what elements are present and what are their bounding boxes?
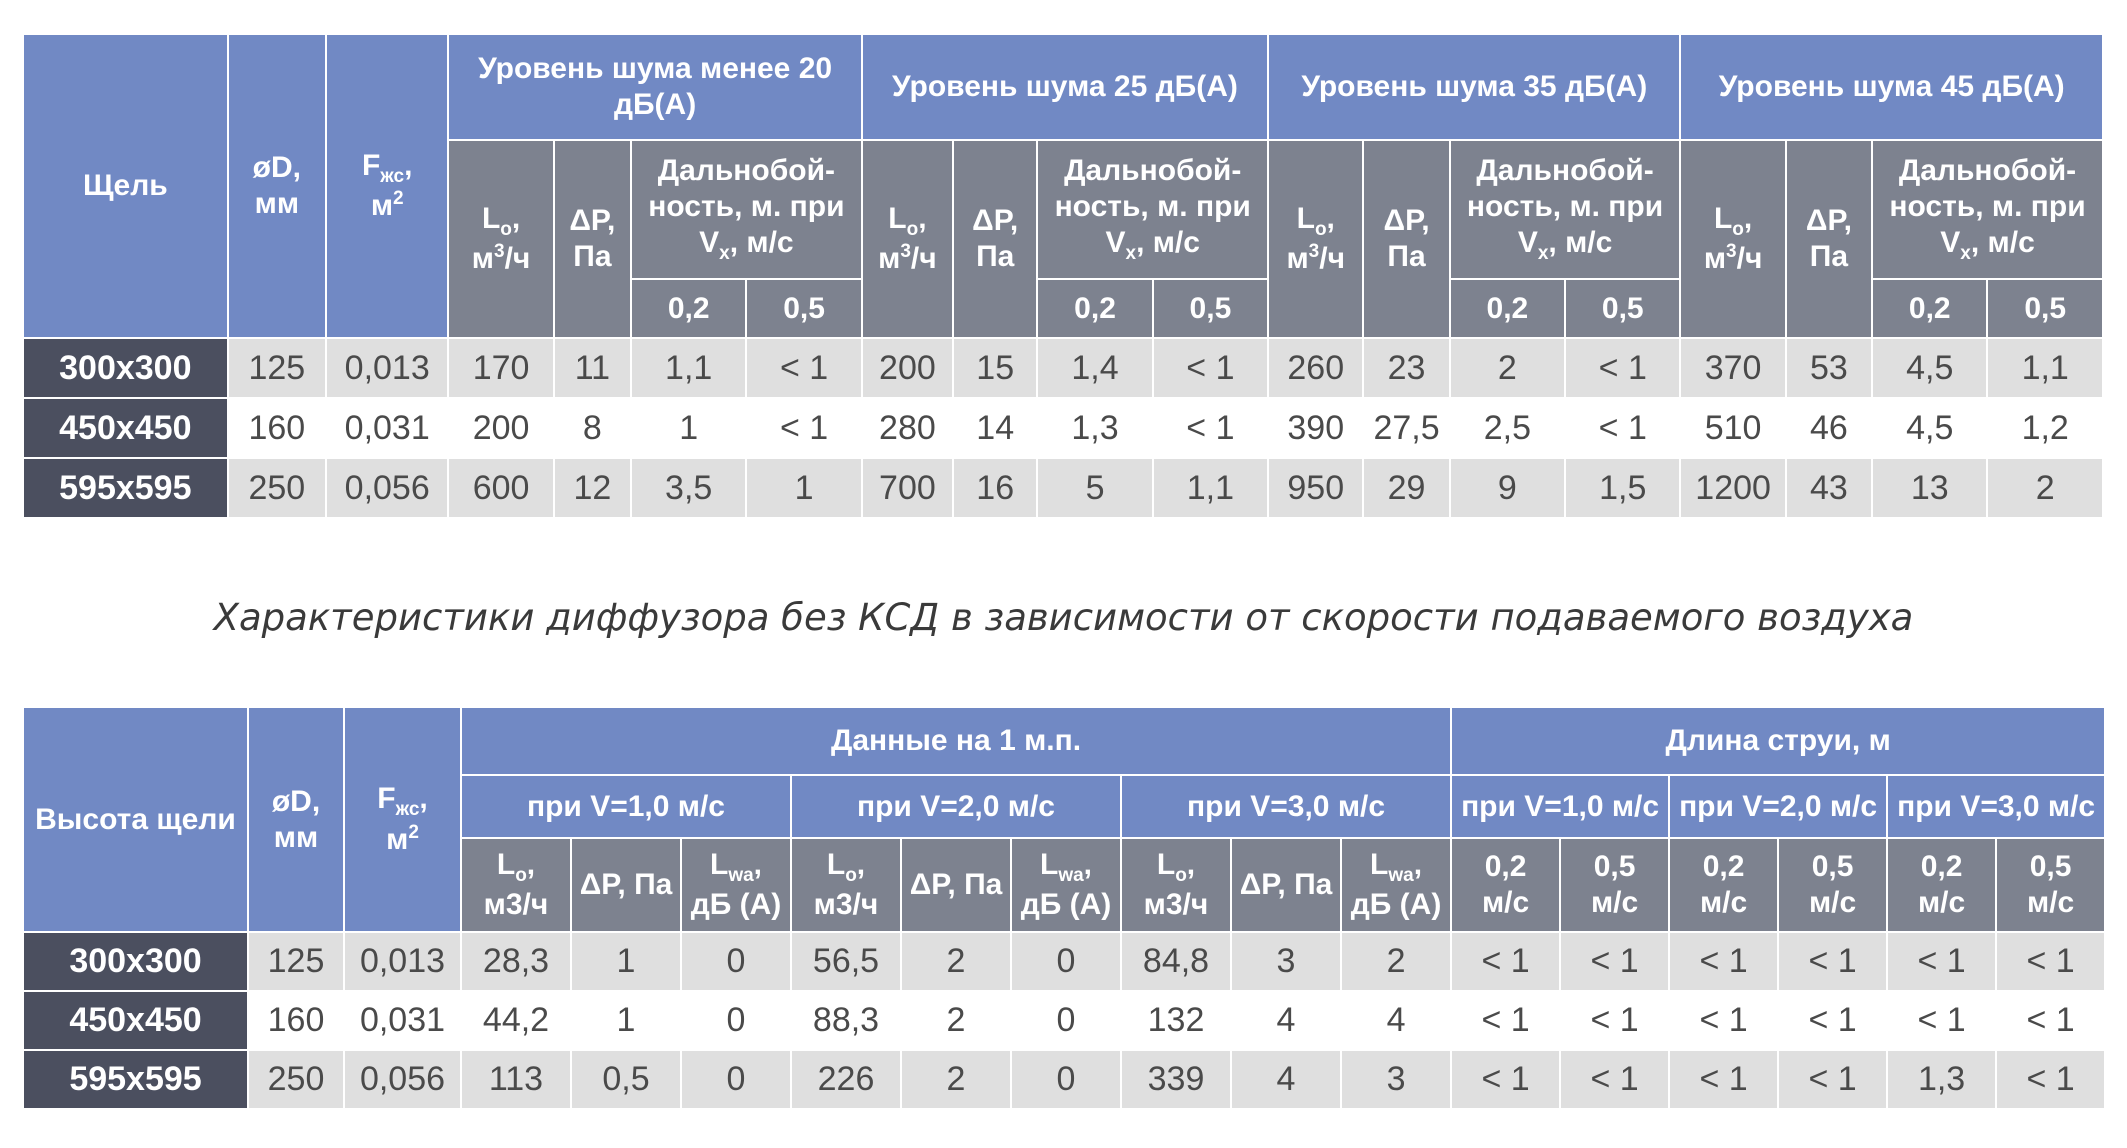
cell: 4 — [1341, 991, 1451, 1050]
cell: 43 — [1786, 458, 1872, 518]
cell: 1,1 — [1153, 458, 1268, 518]
cell: 1 — [631, 398, 746, 458]
cell: 0 — [681, 1050, 791, 1109]
cell: 1,5 — [1565, 458, 1680, 518]
cell: 4 — [1231, 1050, 1341, 1109]
cell: 125 — [248, 932, 344, 991]
cell: 13 — [1872, 458, 1987, 518]
cell: < 1 — [1451, 991, 1560, 1050]
cell: < 1 — [1565, 338, 1680, 398]
cell: 1,3 — [1037, 398, 1152, 458]
table-row — [23, 932, 2105, 991]
header-noise-group: Уровень шума менее 20 дБ(А) — [448, 34, 861, 140]
cell: 280 — [862, 398, 953, 458]
cell: 260 — [1268, 338, 1363, 398]
cell: 0 — [1011, 991, 1121, 1050]
header-airflow: $L_о$, $м^3/ч$ — [1680, 140, 1785, 338]
cell: 200 — [448, 398, 553, 458]
cell: 14 — [953, 398, 1037, 458]
cell: < 1 — [746, 338, 861, 398]
header-jet-speed: 0,2 м/с — [1887, 838, 1996, 932]
header-range: Дальнобой-ность, м. при $V_х$, м/с — [1037, 140, 1268, 279]
cell: 0,056 — [326, 458, 448, 518]
cell: < 1 — [1560, 991, 1669, 1050]
header-airflow: $L_о$, м3/ч — [791, 838, 901, 932]
cell: 3,5 — [631, 458, 746, 518]
header-airflow: $L_о$, $м^3/ч$ — [448, 140, 553, 338]
cell: 1 — [571, 991, 681, 1050]
cell: 3 — [1341, 1050, 1451, 1109]
cell: 600 — [448, 458, 553, 518]
cell: 11 — [554, 338, 631, 398]
cell: 15 — [953, 338, 1037, 398]
cell: 250 — [248, 1050, 344, 1109]
cell: 160 — [228, 398, 326, 458]
cell: < 1 — [1778, 991, 1887, 1050]
cell: 0,5 — [571, 1050, 681, 1109]
row-label: 595x595 — [23, 458, 228, 518]
cell: 1,1 — [631, 338, 746, 398]
cell: 0 — [681, 932, 791, 991]
cell: < 1 — [1669, 932, 1778, 991]
header-slot: Щель — [23, 34, 228, 338]
cell: 0 — [681, 991, 791, 1050]
header-noise-group: Уровень шума 35 дБ(А) — [1268, 34, 1680, 140]
cell: 5 — [1037, 458, 1152, 518]
cell: 200 — [862, 338, 953, 398]
header-range: Дальнобой-ность, м. при $V_х$, м/с — [631, 140, 862, 279]
cell: 23 — [1363, 338, 1449, 398]
cell: < 1 — [1451, 1050, 1560, 1109]
cell: 226 — [791, 1050, 901, 1109]
cell: 2,5 — [1450, 398, 1565, 458]
cell: 1,3 — [1887, 1050, 1996, 1109]
header-jet-speed: 0,2 м/с — [1669, 838, 1778, 932]
cell: 2 — [1341, 932, 1451, 991]
cell: 1200 — [1680, 458, 1785, 518]
cell: < 1 — [1560, 932, 1669, 991]
table-row — [23, 458, 2103, 518]
header-jet-speed: 0,2 м/с — [1451, 838, 1560, 932]
cell: 84,8 — [1121, 932, 1231, 991]
cell: 339 — [1121, 1050, 1231, 1109]
cell: 2 — [1450, 338, 1565, 398]
cell: 125 — [228, 338, 326, 398]
cell: < 1 — [1153, 398, 1268, 458]
header-airflow: $L_о$, $м^3/ч$ — [862, 140, 953, 338]
cell: 0,056 — [344, 1050, 461, 1109]
cell: 0,031 — [344, 991, 461, 1050]
cell: < 1 — [1996, 1050, 2105, 1109]
header-speed: при V=1,0 м/с — [1451, 775, 1669, 838]
header-free-area: $F_{жс}$, $м^2$ — [326, 34, 448, 338]
cell: 2 — [1987, 458, 2103, 518]
cell: 1,1 — [1987, 338, 2103, 398]
cell: 1 — [571, 932, 681, 991]
cell: 9 — [1450, 458, 1565, 518]
header-sound-level: $L_{wa}$, дБ (А) — [1011, 838, 1121, 932]
header-speed: при V=3,0 м/с — [1887, 775, 2105, 838]
cell: 27,5 — [1363, 398, 1449, 458]
cell: 88,3 — [791, 991, 901, 1050]
header-pressure: ΔP, Па — [1231, 838, 1341, 932]
table-row — [23, 1050, 2105, 1109]
cell: 12 — [554, 458, 631, 518]
cell: 4 — [1231, 991, 1341, 1050]
header-range: Дальнобой-ность, м. при $V_х$, м/с — [1450, 140, 1681, 279]
row-label: 300x300 — [23, 338, 228, 398]
header-airflow: $L_о$, м3/ч — [1121, 838, 1231, 932]
cell: 44,2 — [461, 991, 571, 1050]
table-caption: Характеристики диффузора без КСД в зависимости от скорости подаваемого воздуха — [213, 596, 1914, 639]
header-speed-02: 0,2 — [1872, 279, 1987, 338]
cell: 510 — [1680, 398, 1785, 458]
cell: 1,4 — [1037, 338, 1152, 398]
header-diameter: øD, мм — [248, 707, 344, 932]
table-row — [23, 991, 2105, 1050]
cell: 950 — [1268, 458, 1363, 518]
cell: 2 — [901, 932, 1011, 991]
cell: 53 — [1786, 338, 1872, 398]
cell: 1,2 — [1987, 398, 2103, 458]
header-sound-level: $L_{wa}$, дБ (А) — [681, 838, 791, 932]
header-speed-05: 0,5 — [746, 279, 861, 338]
header-pressure: ΔP, Па — [1786, 140, 1872, 338]
cell: < 1 — [1451, 932, 1560, 991]
cell: 4,5 — [1872, 338, 1987, 398]
cell: 1 — [746, 458, 861, 518]
cell: < 1 — [1669, 1050, 1778, 1109]
header-speed: при V=1,0 м/с — [461, 775, 791, 838]
cell: < 1 — [1565, 398, 1680, 458]
header-speed-02: 0,2 — [1450, 279, 1565, 338]
cell: 2 — [901, 991, 1011, 1050]
header-range: Дальнобой-ность, м. при $V_х$, м/с — [1872, 140, 2103, 279]
header-pressure: ΔP, Па — [901, 838, 1011, 932]
header-speed: при V=3,0 м/с — [1121, 775, 1451, 838]
header-jet-speed: 0,5 м/с — [1996, 838, 2105, 932]
header-speed: при V=2,0 м/с — [791, 775, 1121, 838]
header-speed-02: 0,2 — [1037, 279, 1152, 338]
cell: 28,3 — [461, 932, 571, 991]
header-airflow: $L_о$, $м^3/ч$ — [1268, 140, 1363, 338]
header-pressure: ΔP, Па — [1363, 140, 1449, 338]
header-speed-05: 0,5 — [1565, 279, 1680, 338]
cell: < 1 — [1153, 338, 1268, 398]
table-row — [23, 398, 2103, 458]
cell: < 1 — [1996, 932, 2105, 991]
cell: 29 — [1363, 458, 1449, 518]
cell: < 1 — [1887, 991, 1996, 1050]
cell: 16 — [953, 458, 1037, 518]
header-jet-speed: 0,5 м/с — [1778, 838, 1887, 932]
row-label: 300x300 — [23, 932, 248, 991]
header-speed-05: 0,5 — [1987, 279, 2103, 338]
cell: 4,5 — [1872, 398, 1987, 458]
cell: 0 — [1011, 1050, 1121, 1109]
cell: 0,013 — [326, 338, 448, 398]
cell: 3 — [1231, 932, 1341, 991]
cell: < 1 — [1996, 991, 2105, 1050]
cell: < 1 — [1778, 1050, 1887, 1109]
cell: 700 — [862, 458, 953, 518]
cell: < 1 — [1669, 991, 1778, 1050]
cell: 8 — [554, 398, 631, 458]
cell: < 1 — [1887, 932, 1996, 991]
header-noise-group: Уровень шума 25 дБ(А) — [862, 34, 1268, 140]
header-speed-02: 0,2 — [631, 279, 746, 338]
noise-level-table — [22, 33, 2104, 519]
header-noise-group: Уровень шума 45 дБ(А) — [1680, 34, 2103, 140]
header-free-area: $F_{жс}$, $м^2$ — [344, 707, 461, 932]
cell: 46 — [1786, 398, 1872, 458]
table-row — [23, 338, 2103, 398]
header-speed: при V=2,0 м/с — [1669, 775, 1887, 838]
cell: < 1 — [1560, 1050, 1669, 1109]
cell: 56,5 — [791, 932, 901, 991]
header-pressure: ΔP, Па — [554, 140, 631, 338]
header-slot-height: Высота щели — [23, 707, 248, 932]
cell: 160 — [248, 991, 344, 1050]
header-pressure: ΔP, Па — [571, 838, 681, 932]
header-jet-length: Длина струи, м — [1451, 707, 2105, 775]
header-jet-speed: 0,5 м/с — [1560, 838, 1669, 932]
cell: 250 — [228, 458, 326, 518]
cell: 0 — [1011, 932, 1121, 991]
cell: 132 — [1121, 991, 1231, 1050]
row-label: 450x450 — [23, 991, 248, 1050]
cell: 0,013 — [344, 932, 461, 991]
header-diameter: øD, мм — [228, 34, 326, 338]
row-label: 595x595 — [23, 1050, 248, 1109]
cell: < 1 — [1778, 932, 1887, 991]
cell: 2 — [901, 1050, 1011, 1109]
cell: 170 — [448, 338, 553, 398]
row-label: 450x450 — [23, 398, 228, 458]
cell: 0,031 — [326, 398, 448, 458]
per-meter-data-table — [22, 706, 2106, 1110]
cell: 113 — [461, 1050, 571, 1109]
cell: < 1 — [746, 398, 861, 458]
header-speed-05: 0,5 — [1153, 279, 1268, 338]
cell: 390 — [1268, 398, 1363, 458]
header-data-per-meter: Данные на 1 м.п. — [461, 707, 1451, 775]
header-sound-level: $L_{wa}$, дБ (А) — [1341, 838, 1451, 932]
header-pressure: ΔP, Па — [953, 140, 1037, 338]
cell: 370 — [1680, 338, 1785, 398]
header-airflow: $L_о$, м3/ч — [461, 838, 571, 932]
